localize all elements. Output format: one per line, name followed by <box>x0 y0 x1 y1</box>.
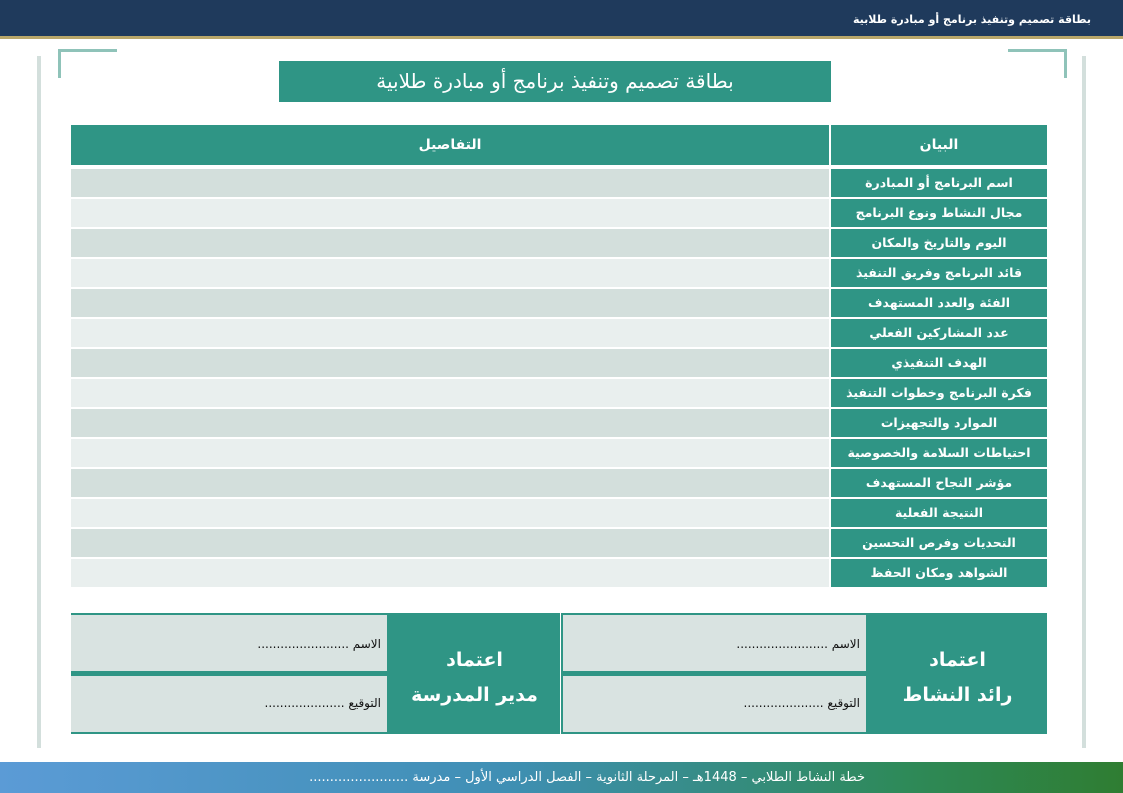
details-cell[interactable] <box>71 379 829 407</box>
table-row <box>71 439 1047 467</box>
principal-signature-field[interactable] <box>71 676 387 732</box>
principal-name-label: الاسم ........................ <box>257 637 381 651</box>
table-row <box>71 319 1047 347</box>
table-row <box>71 349 1047 377</box>
principal-name-field[interactable] <box>71 615 387 671</box>
row-label: فكرة البرنامج وخطوات التنفيذ <box>831 379 1047 407</box>
card-title: بطاقة تصميم وتنفيذ برنامج أو مبادرة طلابية <box>279 61 831 102</box>
footer-text: خطة النشاط الطلابي – 1448هـ – المرحلة الثانوية – الفصل الدراسي الأول – مدرسة ........................ <box>309 770 865 785</box>
activity-signature-label: التوقيع ..................... <box>743 696 860 710</box>
details-cell[interactable] <box>71 199 829 227</box>
header-details: التفاصيل <box>71 125 829 165</box>
frame-corner-top-right <box>1008 49 1067 78</box>
activity-signature-field[interactable] <box>563 676 866 732</box>
principal-approval-title <box>389 613 560 734</box>
details-cell[interactable] <box>71 289 829 317</box>
details-cell[interactable] <box>71 529 829 557</box>
principal-approval-title-line2: مدير المدرسة <box>411 684 538 706</box>
frame-corner-top-left <box>58 49 117 78</box>
activity-approval-title-line1: اعتماد <box>929 649 986 671</box>
row-label: مجال النشاط ونوع البرنامج <box>831 199 1047 227</box>
principal-approval-title-line1: اعتماد <box>446 649 503 671</box>
details-cell[interactable] <box>71 169 829 197</box>
principal-approval-block <box>71 613 560 734</box>
principal-signature-label: التوقيع ..................... <box>264 696 381 710</box>
details-cell[interactable] <box>71 499 829 527</box>
details-cell[interactable] <box>71 259 829 287</box>
row-label: النتيجة الفعلية <box>831 499 1047 527</box>
details-cell[interactable] <box>71 229 829 257</box>
table-row <box>71 259 1047 287</box>
header-label: البيان <box>831 125 1047 165</box>
frame-right-line <box>1082 56 1086 748</box>
top-header-bar <box>0 0 1123 39</box>
frame-left-line <box>37 56 41 748</box>
details-cell[interactable] <box>71 439 829 467</box>
row-label: قائد البرنامج وفريق التنفيذ <box>831 259 1047 287</box>
row-label: الشواهد ومكان الحفظ <box>831 559 1047 587</box>
activity-name-label: الاسم ........................ <box>736 637 860 651</box>
table-row <box>71 379 1047 407</box>
table-row <box>71 559 1047 587</box>
table-row <box>71 199 1047 227</box>
table-row <box>71 499 1047 527</box>
table-row <box>71 409 1047 437</box>
header-title: بطاقة تصميم وتنفيذ برنامج أو مبادرة طلابية <box>853 13 1091 26</box>
table-row <box>71 169 1047 197</box>
details-cell[interactable] <box>71 349 829 377</box>
activity-name-field[interactable] <box>563 615 866 671</box>
details-cell[interactable] <box>71 319 829 347</box>
row-label: اسم البرنامج أو المبادرة <box>831 169 1047 197</box>
table-row <box>71 289 1047 317</box>
activity-approval-title-line2: رائد النشاط <box>902 684 1013 706</box>
row-label: التحديات وفرص التحسين <box>831 529 1047 557</box>
row-label: الموارد والتجهيزات <box>831 409 1047 437</box>
row-label: الفئة والعدد المستهدف <box>831 289 1047 317</box>
activity-approval-block <box>561 613 1047 734</box>
activity-approval-title <box>868 613 1047 734</box>
table-row <box>71 529 1047 557</box>
row-label: عدد المشاركين الفعلي <box>831 319 1047 347</box>
footer-bar <box>0 762 1123 793</box>
details-cell[interactable] <box>71 559 829 587</box>
table-row <box>71 469 1047 497</box>
details-cell[interactable] <box>71 469 829 497</box>
details-cell[interactable] <box>71 409 829 437</box>
table-row <box>71 229 1047 257</box>
row-label: اليوم والتاريخ والمكان <box>831 229 1047 257</box>
row-label: مؤشر النجاح المستهدف <box>831 469 1047 497</box>
row-label: احتياطات السلامة والخصوصية <box>831 439 1047 467</box>
row-label: الهدف التنفيذي <box>831 349 1047 377</box>
